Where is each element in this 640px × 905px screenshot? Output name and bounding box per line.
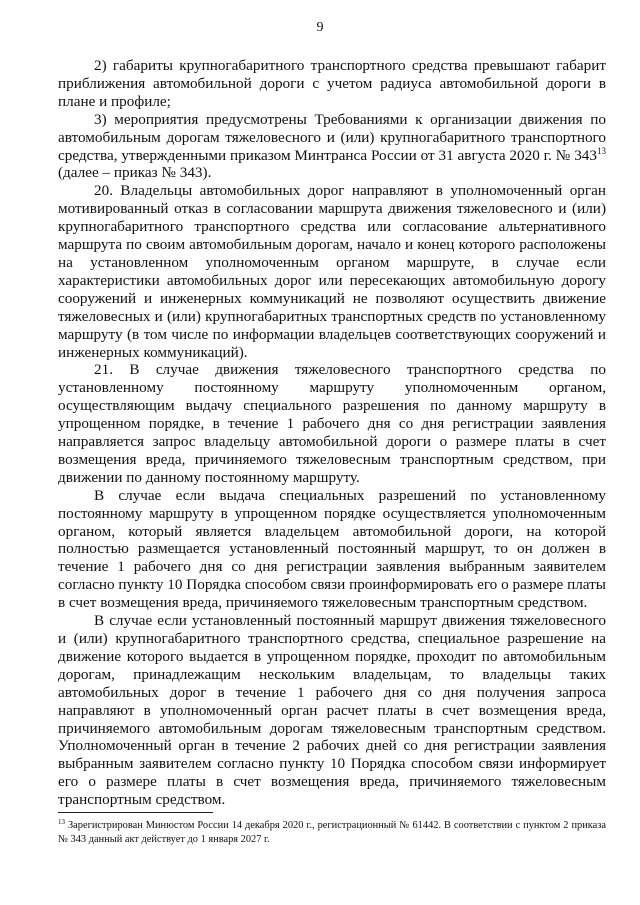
document-body <box>58 57 606 809</box>
footnote-reference: 13 <box>597 145 606 156</box>
paragraph-item-3-text: 3) мероприятия предусмотрены Требованиями к организации движения по автомобильным дорогам тяжеловесного и (или) крупногабаритного транспортного средства, утвержденными приказом Минтранса России от 31 августа 2020 г. № 343 <box>58 110 606 164</box>
footnote-divider <box>58 812 213 813</box>
paragraph-21-part-3: В случае если установленный постоянный маршрут движения тяжеловесного и (или) крупногабаритного транспортного средства, специальное разрешение на движение которого выдается в упрощенном порядке, проходит по автомобильным дорогам, принадлежащим нескольким владельцам, то владельцы таких автомобильных дорог в течение 1 рабочего дня со дня получения запроса направляют в уполномоченный орган расчет платы в счет возмещения вреда, причиняемого автомобильным дорогам тяжеловесным транспортным средством. Уполномоченный орган в течение 2 рабочих дней со дня регистрации заявления выбранным заявителем согласно пункту 10 Порядка способом связи информирует его о размере платы в счет возмещения вреда, причиняемого тяжеловесным транспортным средством. <box>58 612 606 809</box>
paragraph-21: 21. В случае движения тяжеловесного транспортного средства по установленному постоянному маршруту уполномоченным органом, осуществляющим выдачу специального разрешения по данному маршруту в упрощенном порядке, в течение 1 рабочего дня со дня регистрации заявления направляется запрос владельцу автомобильной дороги о размере платы в счет возмещения вреда, причиняемого тяжеловесным транспортным средством, при движении по данному постоянному маршруту. <box>58 361 606 486</box>
footnote <box>58 819 606 846</box>
footnote-marker: 13 <box>58 818 65 826</box>
footnote-text: Зарегистрирован Минюстом России 14 декабря 2020 г., регистрационный № 61442. В соответствии с пунктом 2 приказа № 343 данный акт действует до 1 января 2027 г. <box>58 820 606 845</box>
page-number: 9 <box>316 20 324 35</box>
paragraph-item-3-tail: (далее – приказ № 343). <box>58 164 212 182</box>
paragraph-21-part-2: В случае если выдача специальных разрешений по установленному постоянному маршруту в упрощенном порядке осуществляется уполномоченным органом, который является владельцем автомобильной дороги, на которой полностью размещается установленный постоянный маршрут, то он должен в течение 1 рабочего дня со дня регистрации заявления выбранным заявителем согласно пункту 10 Порядка способом связи проинформировать его о размере платы в счет возмещения вреда, причиняемого тяжеловесным транспортным средством. <box>58 486 606 612</box>
paragraph-item-2: 2) габариты крупногабаритного транспортного средства превышают габарит приближения автомобильной дороги с учетом радиуса автомобильной дороги в плане и профиле; <box>58 57 606 110</box>
paragraph-item-3 <box>58 111 606 183</box>
paragraph-20: 20. Владельцы автомобильных дорог направляют в уполномоченный орган мотивированный отказ в согласовании маршрута движения тяжеловесного и (или) крупногабаритного транспортного средства или согласование альтернативного маршрута по своим автомобильным дорогам, начало и конец которого расположены на установленном уполномоченным органом маршруте, в случае если характеристики автомобильных дорог или пересекающих автомобильную дорогу сооружений и инженерных коммуникаций не позволяют осуществить движение тяжеловесных и (или) крупногабаритных транспортных средств по установленному маршруту (в том числе по информации владельцев соответствующих сооружений и инженерных коммуникаций). <box>58 182 606 361</box>
